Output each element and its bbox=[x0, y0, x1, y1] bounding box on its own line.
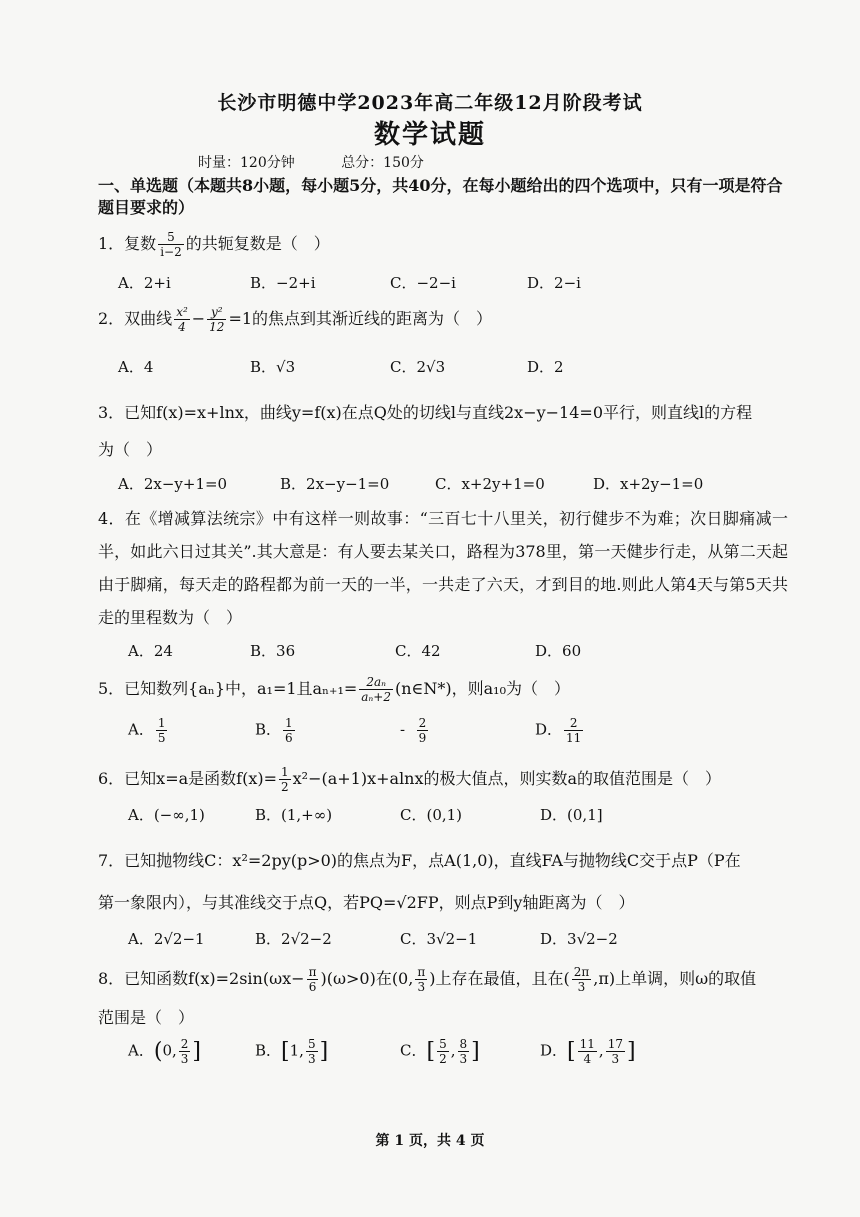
q3-option-b: B．2x−y−1=0 bbox=[280, 475, 390, 493]
q6-option-d: D．(0,1] bbox=[540, 806, 603, 824]
q2-option-a: A．4 bbox=[118, 358, 154, 376]
q3-option-c: C．x+2y+1=0 bbox=[435, 475, 545, 493]
q3-option-a: A．2x−y+1=0 bbox=[118, 475, 228, 493]
question-7-line2: 第一象限内），与其准线交于点Q，若PQ=√2FP，则点P到y轴距离为（ ） bbox=[98, 893, 635, 912]
total-score: 总分：150分 bbox=[341, 155, 424, 171]
q7-option-a: A．2√2−1 bbox=[128, 930, 205, 948]
q7-option-b: B．2√2−2 bbox=[255, 930, 332, 948]
question-7-line1: 7．已知抛物线C：x²=2py(p>0)的焦点为F，点A(1,0)，直线FA与抛物线C交于点P（P在 bbox=[98, 851, 741, 870]
q2-option-b: B．√3 bbox=[250, 358, 296, 376]
subject-title: 数学试题 bbox=[373, 120, 486, 150]
q5-option-a: A． $\frac{1}{5}$ bbox=[128, 716, 166, 745]
page-footer: 第 1 页，共 4 页 bbox=[375, 1133, 485, 1149]
q4-option-c: C．42 bbox=[395, 642, 441, 660]
question-8-line2: 范围是（ ） bbox=[98, 1008, 195, 1027]
question-1 bbox=[98, 230, 330, 259]
question-2: 2．双曲线 $\frac{\text{x²}}{4}$ − $\frac{\text{y²}}{12}$ =1的焦点到其渐近线的距离为（ ） bbox=[98, 305, 493, 334]
q3-option-d: D．x+2y−1=0 bbox=[593, 475, 704, 493]
question-8-line1: 8．已知函数f(x)=2sin(ωx− $\frac{\pi}{6}$ )(ω>0)在(0, $\frac{\pi}{3}$ )上存在最值，且在( $\frac{2\pi}{3}$ ,π)上单调，则ω的取值 bbox=[98, 965, 757, 994]
question-5: 5．已知数列{aₙ}中，a₁=1且aₙ₊₁= $\frac{\text{2aₙ}}{\text{aₙ+2}}$ (n∈N*)，则a₁₀为（ ） bbox=[98, 675, 571, 704]
q4-option-b: B．36 bbox=[250, 642, 296, 660]
q1-stem-post: 的共轭复数是（ ） bbox=[185, 234, 330, 253]
q6-option-c: C．(0,1) bbox=[400, 806, 463, 824]
q8-option-d: D．[ $\frac{11}{4}$ , $\frac{17}{3}$ ] bbox=[540, 1037, 636, 1066]
q8-option-b: B．[1, $\frac{5}{3}$ ] bbox=[255, 1037, 329, 1066]
q4-option-d: D．60 bbox=[535, 642, 582, 660]
section-heading: 一、单选题（本题共8小题，每小题5分，共40分，在每小题给出的四个选项中，只有一项是符合题目要求的） bbox=[98, 176, 783, 217]
q2-option-c: C．2√3 bbox=[390, 358, 446, 376]
time-limit: 时量：120分钟 bbox=[198, 155, 295, 171]
q1-option-a: A．2+i bbox=[118, 274, 171, 292]
q2-option-d: D．2 bbox=[527, 358, 564, 376]
q5-option-d: D． $\frac{2}{11}$ bbox=[535, 716, 582, 745]
question-4: 4．在《增减算法统宗》中有这样一则故事：“三百七十八里关，初行健步不为难；次日脚痛减一半，如此六日过其关”.其大意是：有人要去某关口，路程为378里，第一天健步行走，从第二天起由于脚痛，每天走的路程都为前一天的一半，一共走了六天，才到目的地.则此人第4天与第5天共走的里程数为（ ） bbox=[98, 509, 788, 627]
question-6: 6．已知x=a是函数f(x)= $\frac{1}{2}$ x²−(a+1)x+alnx的极大值点，则实数a的取值范围是（ ） bbox=[98, 765, 722, 794]
exam-meta bbox=[198, 152, 466, 172]
q4-option-a: A．24 bbox=[128, 642, 173, 660]
q8-option-c: C．[ $\frac{5}{2}$ , $\frac{8}{3}$ ] bbox=[400, 1037, 480, 1066]
q6-option-a: A．(−∞,1) bbox=[128, 806, 205, 824]
q1-option-b: B．−2+i bbox=[250, 274, 316, 292]
q1-fraction: $\frac{5}{i-2}$ bbox=[160, 230, 182, 259]
q7-option-d: D．3√2−2 bbox=[540, 930, 618, 948]
question-3-line2: 为（ ） bbox=[98, 440, 163, 459]
question-3-line1: 3．已知f(x)=x+lnx，曲线y=f(x)在点Q处的切线l与直线2x−y−14=0平行，则直线l的方程 bbox=[98, 403, 753, 422]
q1-option-d: D．2−i bbox=[527, 274, 581, 292]
q8-option-a: A．(0, $\frac{2}{3}$ ] bbox=[128, 1037, 201, 1066]
q5-option-c: - $\frac{2}{9}$ bbox=[400, 716, 427, 745]
q6-option-b: B．(1,+∞) bbox=[255, 806, 333, 824]
q1-stem-pre: 1．复数 bbox=[98, 234, 157, 253]
q5-option-b: B． $\frac{1}{6}$ bbox=[255, 716, 293, 745]
q1-option-c: C．−2−i bbox=[390, 274, 456, 292]
q7-option-c: C．3√2−1 bbox=[400, 930, 478, 948]
exam-title: 长沙市明德中学2023年高二年级12月阶段考试 bbox=[217, 92, 643, 114]
